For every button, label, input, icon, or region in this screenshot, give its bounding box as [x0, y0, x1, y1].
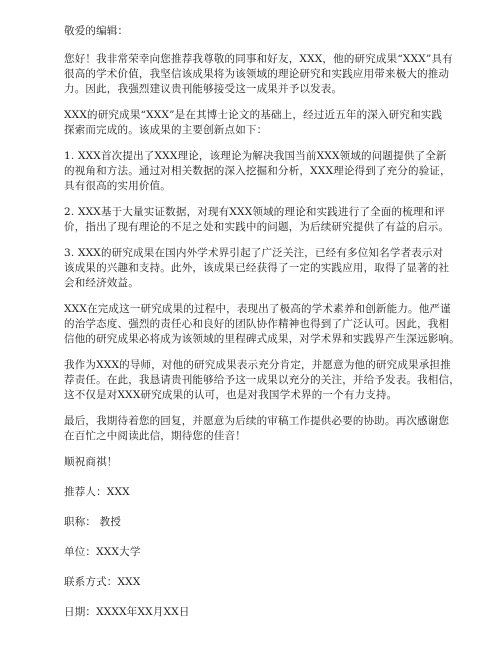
- job-title: 职称： 教授: [64, 516, 122, 528]
- signature-block: [64, 455, 472, 620]
- paragraph-point-1: [64, 149, 472, 194]
- recommender: 推荐人：XXX: [64, 486, 130, 498]
- text-line: 2. XXX基于大量实证数据，对现有XXX领域的理论和实践进行了全面的梳理和评: [64, 206, 446, 218]
- text-line: 最后，我期待着您的回复，并愿意为后续的审稿工作提供必要的协助。再次感谢您: [64, 415, 450, 427]
- text-line: 具有很高的实用价值。: [64, 180, 171, 192]
- text-line: XXX在完成这一研究成果的过程中，表现出了极高的学术素养和创新能力。他严谨: [64, 303, 451, 315]
- text-line: 荐责任。在此，我恳请贵刊能够给予这一成果以充分的关注，并给予发表。我相信，: [64, 374, 460, 386]
- date: 日期：XXXX年XX月XX日: [64, 606, 190, 618]
- text-line: 的视角和方法。通过对相关数据的深入挖掘和分析，XXX理论得到了充分的验证，: [64, 165, 451, 177]
- text-line: 力。因此，我强烈建议贵刊能够接受这一成果并予以发表。: [64, 83, 343, 95]
- text-line: 我作为XXX的导师，对他的研究成果表示充分肯定，并愿意为他的研究成果承担推: [64, 359, 451, 371]
- unit: 单位：XXX大学: [64, 546, 141, 558]
- paragraph-intro: [64, 52, 472, 97]
- text-line: 这不仅是对XXX研究成果的认可，也是对我国学术界的一个有力支持。: [64, 389, 398, 401]
- paragraph-closing: [64, 414, 472, 444]
- text-line: 价，指出了现有理论的不足之处和实践中的问题，为后续研究提供了有益的启示。: [64, 221, 450, 233]
- text-line: 很高的学术价值，我坚信该成果将为该领域的理论研究和实践应用带来极大的推动: [64, 68, 450, 80]
- text-line: 该成果的兴趣和支持。此外，该成果已经获得了一定的实践应用，取得了显著的社: [64, 262, 450, 274]
- text-line: 探索而完成的。该成果的主要创新点如下：: [64, 124, 268, 136]
- paragraph-endorsement: [64, 358, 472, 403]
- paragraph-qualities: [64, 302, 472, 347]
- text-line: 会和经济效益。: [64, 277, 139, 289]
- text-line: 的治学态度、强烈的责任心和良好的团队协作精神也得到了广泛认可。因此，我相: [64, 318, 450, 330]
- text-line: 1. XXX首次提出了XXX理论，该理论为解决我国当前XXX领域的问题提供了全新: [64, 150, 447, 162]
- text-line: 3. XXX的研究成果在国内外学术界引起了广泛关注，已经有多位知名学者表示对: [64, 247, 444, 259]
- salutation: 敬爱的编辑：: [64, 25, 129, 37]
- contact: 联系方式：XXX: [64, 576, 141, 588]
- closing-phrase: 顺祝商祺！: [64, 456, 118, 468]
- text-line: 信他的研究成果必将成为该领域的里程碑式成果，对学术界和实践界产生深远影响。: [64, 333, 460, 345]
- paragraph-point-3: [64, 246, 472, 291]
- text-line: 在百忙之中阅读此信，期待您的佳音！: [64, 430, 246, 442]
- text-line: 您好！我非常荣幸向您推荐我尊敬的同事和好友，XXX，他的研究成果“XXX”具有: [64, 53, 453, 65]
- paragraph-point-2: [64, 205, 472, 235]
- paragraph-background: [64, 108, 472, 138]
- text-line: XXX的研究成果“XXX”是在其博士论文的基础上，经过近五年的深入研究和实践: [64, 109, 443, 121]
